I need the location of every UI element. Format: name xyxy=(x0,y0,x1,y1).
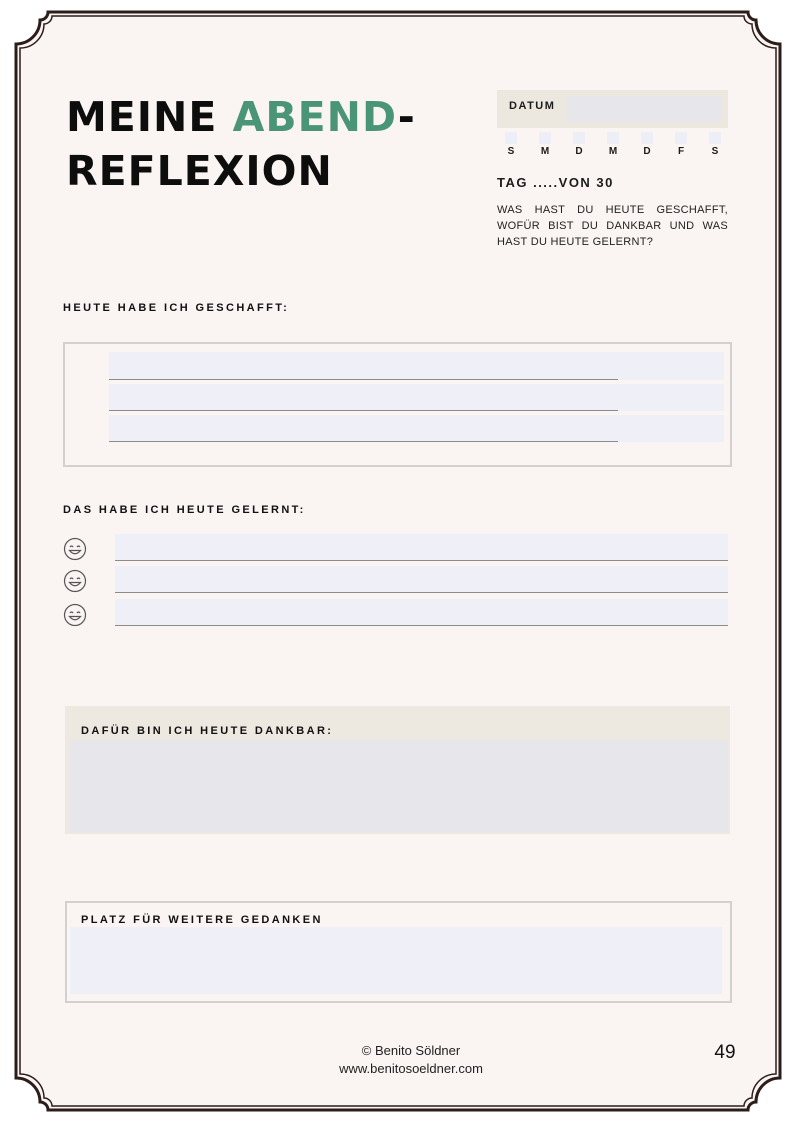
gelernt-line[interactable] xyxy=(115,566,728,593)
gedanken-field[interactable] xyxy=(70,927,722,994)
heading-gelernt: DAS HABE ICH HEUTE GELERNT: xyxy=(63,504,306,516)
smiley-icon xyxy=(63,569,87,593)
weekday-checkbox[interactable]: S xyxy=(505,132,517,157)
geschafft-line[interactable] xyxy=(109,352,724,380)
page-title: MEINE ABEND- REFLEXION xyxy=(66,90,416,198)
gelernt-line[interactable] xyxy=(115,599,728,626)
footer xyxy=(296,1042,526,1078)
footer-website[interactable]: www.benitosoeldner.com xyxy=(339,1061,483,1076)
weekday-checkbox[interactable]: M xyxy=(539,132,551,157)
dankbar-field[interactable] xyxy=(70,740,728,832)
geschafft-line[interactable] xyxy=(109,384,724,411)
description: WAS HAST DU HEUTE GESCHAFFT, WOFÜR BIST DU DANKBAR UND WAS HAST DU HEUTE GELERNT? xyxy=(497,204,728,248)
weekday-checkbox[interactable]: F xyxy=(675,132,687,157)
tag-counter: TAG .....VON 30 xyxy=(497,175,614,190)
title-line2: REFLEXION xyxy=(66,147,333,195)
weekday-checkbox[interactable]: M xyxy=(607,132,619,157)
smiley-icon xyxy=(63,603,87,627)
weekday-row xyxy=(499,132,731,160)
footer-copyright: © Benito Söldner xyxy=(361,1043,461,1058)
title-accent: ABEND xyxy=(232,93,398,141)
datum-label: DATUM xyxy=(509,100,556,112)
weekday-checkbox[interactable]: S xyxy=(709,132,721,157)
heading-geschafft: HEUTE HABE ICH GESCHAFFT: xyxy=(63,302,290,314)
smiley-icon xyxy=(63,537,87,561)
weekday-checkbox[interactable]: D xyxy=(641,132,653,157)
page-number: 49 xyxy=(714,1042,736,1063)
heading-dankbar: DAFÜR BIN ICH HEUTE DANKBAR: xyxy=(81,725,334,737)
gelernt-line[interactable] xyxy=(115,534,728,561)
weekday-checkbox[interactable]: D xyxy=(573,132,585,157)
geschafft-line[interactable] xyxy=(109,415,724,442)
datum-field[interactable] xyxy=(567,96,722,122)
heading-gedanken: PLATZ FÜR WEITERE GEDANKEN xyxy=(81,914,323,926)
